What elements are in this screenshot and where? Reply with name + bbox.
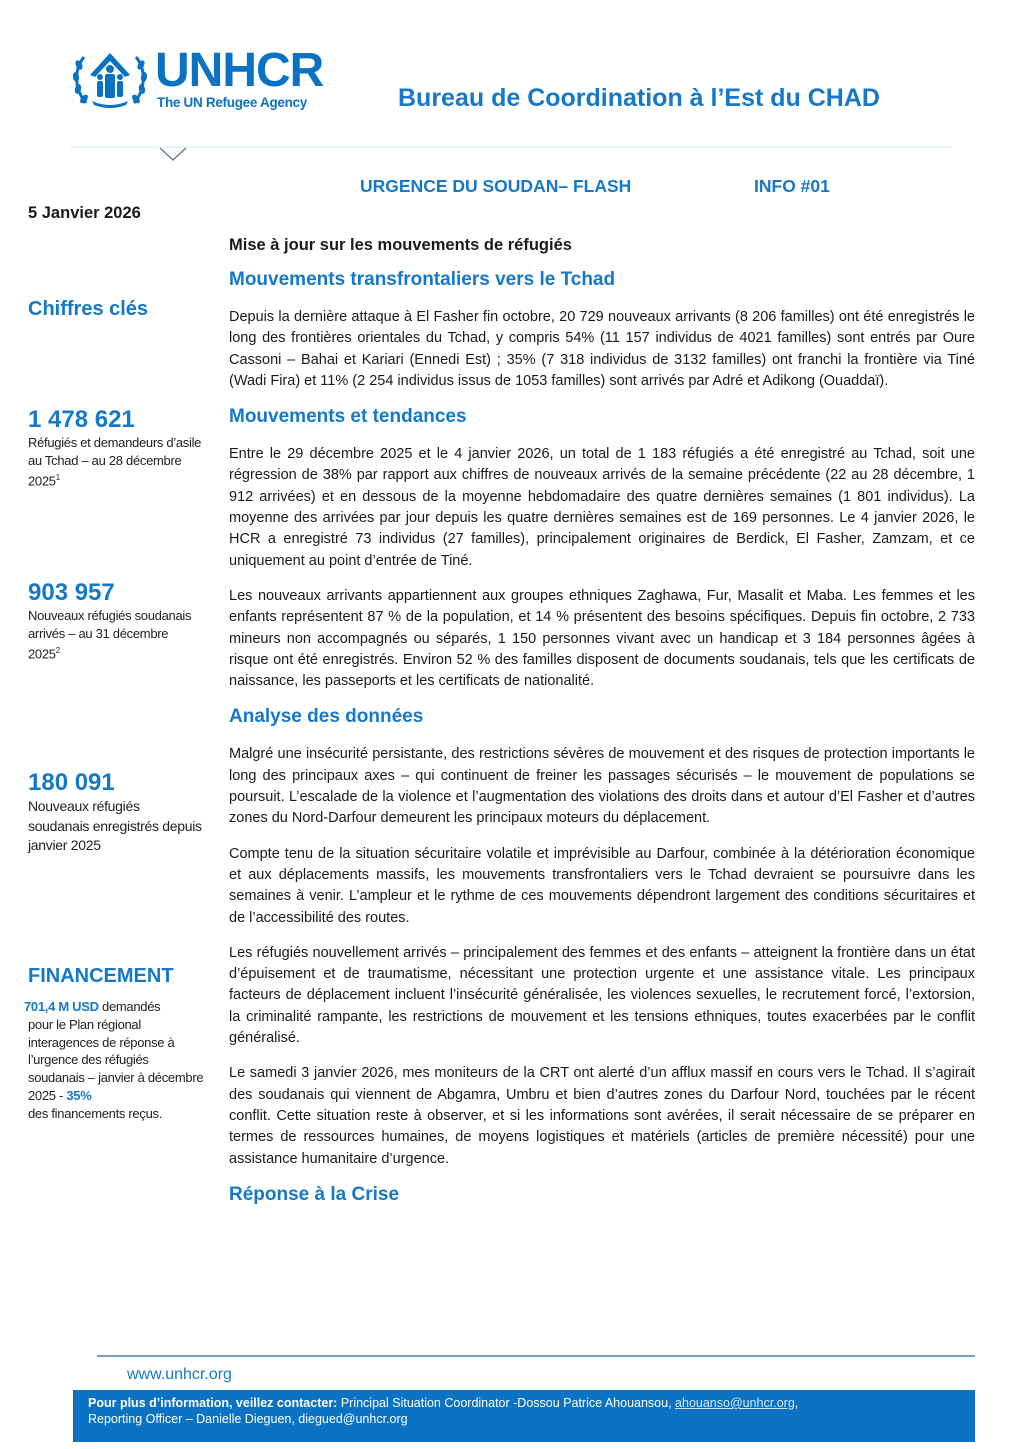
website-link[interactable]: www.unhcr.org xyxy=(127,1366,232,1383)
funding-text-part: des financements reçus. xyxy=(28,1105,163,1121)
unhcr-emblem-icon xyxy=(70,45,150,113)
contact-line-2: Reporting Officer – Danielle Dieguen, diegued@unhcr.org xyxy=(88,1412,408,1426)
key-figure xyxy=(28,406,203,490)
logo-wordmark: UNHCR xyxy=(155,44,324,97)
key-figure xyxy=(28,769,203,856)
main-heading: Mise à jour sur les mouvements de réfugiés xyxy=(229,236,572,254)
key-figure-label xyxy=(28,607,203,663)
section-title: Réponse à la Crise xyxy=(229,1183,400,1205)
funding-percent: 35% xyxy=(66,1087,92,1103)
flash-title: URGENCE DU SOUDAN– FLASH xyxy=(360,176,632,196)
key-figure xyxy=(28,579,203,663)
funding-text-part: pour le Plan régional interagences de réponse à l’urgence des réfugiés soudanais – janvier à décembre 2025 - xyxy=(28,1016,204,1103)
footnote-marker: 2 xyxy=(55,646,60,655)
paragraph: Malgré une insécurité persistante, des restrictions sévères de mouvement et des risques de protection importants le long des principaux axes – qui continuent de freiner les passages sécurisés – le mouvement de populations se poursuit. L’escalade de la violence et l’augmentation des violations des droits dans et autour d’El Fasher et d’autres zones du Nord-Darfour demeurent les principaux moteurs du déplacement. xyxy=(229,746,975,827)
footnote-marker: 1 xyxy=(55,473,60,482)
key-figure-label xyxy=(28,797,203,856)
header-divider xyxy=(70,146,952,148)
report-date: 5 Janvier 2026 xyxy=(28,204,141,222)
contact-line-1: Principal Situation Coordinator -Dossou Patrice Ahouansou, xyxy=(337,1396,676,1410)
email-link[interactable]: ahouanso@unhcr.org xyxy=(675,1396,795,1410)
paragraph: Compte tenu de la situation sécuritaire volatile et imprévisible au Darfour, combinée à la détérioration économique et aux déplacements massifs, les mouvements transfrontaliers vers le Tchad devraient se poursuivre dans les semaines à venir. L’ampleur et le rythme de ces mouvements dépendront largement des conditions sécuritaires et de l’accessibilité des routes. xyxy=(229,845,975,926)
paragraph: Depuis la dernière attaque à El Fasher fin octobre, 20 729 nouveaux arrivants (8 206 familles) ont été enregistrés le long des frontières orientales du Tchad, y compris 54% (11 157 individus de 4021 familles) sont entrés par Oure Cassoni – Bahai et Kariari (Ennedi Est) ; 35% (7 318 individus de 3132 familles) ont franchi la frontière via Tiné (Wadi Fira) et 11% (2 254 individus issus de 1053 familles) sont arrivés par Adré et Adikong (Ouaddaï). xyxy=(229,309,975,389)
section-title: Mouvements et tendances xyxy=(229,406,467,428)
paragraph: Les nouveaux arrivants appartiennent aux groupes ethniques Zaghawa, Fur, Masalit et Maba. Les femmes et les enfants représentent 87 % de la population, et 14 % présentent des besoins spécifiques. Depuis fin octobre, 2 733 mineurs non accompagnés ou séparés, 1 150 personnes vivant avec un handicap et 3 184 personnes âgées à risque ont été enregistrés. Environ 52 % des familles disposent de documents soudanais, tels que les certificats de naissance, les passeports et les certificats de nationalité. xyxy=(229,587,975,690)
key-figure-number: 1 478 621 xyxy=(28,406,135,433)
key-figure-label-text: Nouveaux réfugiés soudanais enregistrés depuis janvier 2025 xyxy=(28,798,202,853)
paragraph: Le samedi 3 janvier 2026, mes moniteurs de la CRT ont alerté d’un afflux massif en cours vers le Tchad. Il s’agirait des soudanais qui viennent de Abgamra, Umbru et bien d’autres zones du Darfour Nord, touchées par le récent conflit. Cette situation reste à observer, et si les informations sont avérées, il serait nécessaire de se préparer en termes de ressources humaines, de moyens logistiques et matériels (articles de première nécessité) pour une assistance humanitaire d’urgence. xyxy=(229,1065,975,1167)
funding-text xyxy=(24,998,204,1123)
key-figure-label-text: Nouveaux réfugiés soudanais arrivés – au 31 décembre 2025 xyxy=(28,608,192,662)
office-title: Bureau de Coordination à l’Est du CHAD xyxy=(398,84,880,112)
logo-tagline: The UN Refugee Agency xyxy=(157,95,307,110)
flash-info-number: INFO #01 xyxy=(754,176,830,196)
footer-divider xyxy=(97,1355,975,1357)
contact-line-1-end: , xyxy=(794,1396,799,1410)
key-figure-label-text: Réfugiés et demandeurs d’asile au Tchad – au 28 décembre 2025 xyxy=(28,435,202,489)
key-figure-label xyxy=(28,434,203,490)
funding-description xyxy=(24,1016,204,1123)
contact-box xyxy=(73,1390,975,1442)
section-title: Mouvements transfrontaliers vers le Tchad xyxy=(229,269,616,290)
section-title: Analyse des données xyxy=(229,706,424,728)
contact-lead: Pour plus d’information, veillez contacter: xyxy=(88,1396,338,1410)
funding-text-part: demandés xyxy=(98,999,161,1014)
chevron-down-icon xyxy=(158,146,188,164)
key-figure-number: 903 957 xyxy=(28,579,115,606)
key-figure-number: 180 091 xyxy=(28,769,115,796)
main-content xyxy=(229,236,975,1222)
paragraph: Les réfugiés nouvellement arrivés – principalement des femmes et des enfants – atteignent la frontière dans un état d’épuisement et de traumatisme, nécessitant une protection urgente et une assistance vitale. Les principaux facteurs de déplacement incluent l’insécurité généralisée, les violences sexuelles, le recrutement forcé, l’extorsion, la criminalité rampante, les restrictions de mouvement et les tensions ethniques, toutes exacerbées par le conflit généralisé. xyxy=(229,944,975,1047)
funding-amount: 701,4 M USD xyxy=(24,999,99,1014)
unhcr-logo xyxy=(70,45,340,115)
key-figures-heading: Chiffres clés xyxy=(28,298,149,320)
paragraph: Entre le 29 décembre 2025 et le 4 janvier 2026, un total de 1 183 réfugiés a été enregistré au Tchad, soit une régression de 38% par rapport aux chiffres de nouveaux arrivés de la semaine précédente (22 au 28 décembre, 1 912 arrivées) et en dessous de la moyenne hebdomadaire des quatre dernières semaines (1 801 individus). La moyenne des arrivées par jour depuis les quatre dernières semaines est de 169 personnes. Le 4 janvier 2026, le HCR a enregistré 73 individus (27 familles), principalement originaires de Berdick, El Fasher, Zamzam, et ce uniquement au point d’entrée de Tiné. xyxy=(229,446,975,569)
funding-heading: FINANCEMENT xyxy=(28,965,174,987)
